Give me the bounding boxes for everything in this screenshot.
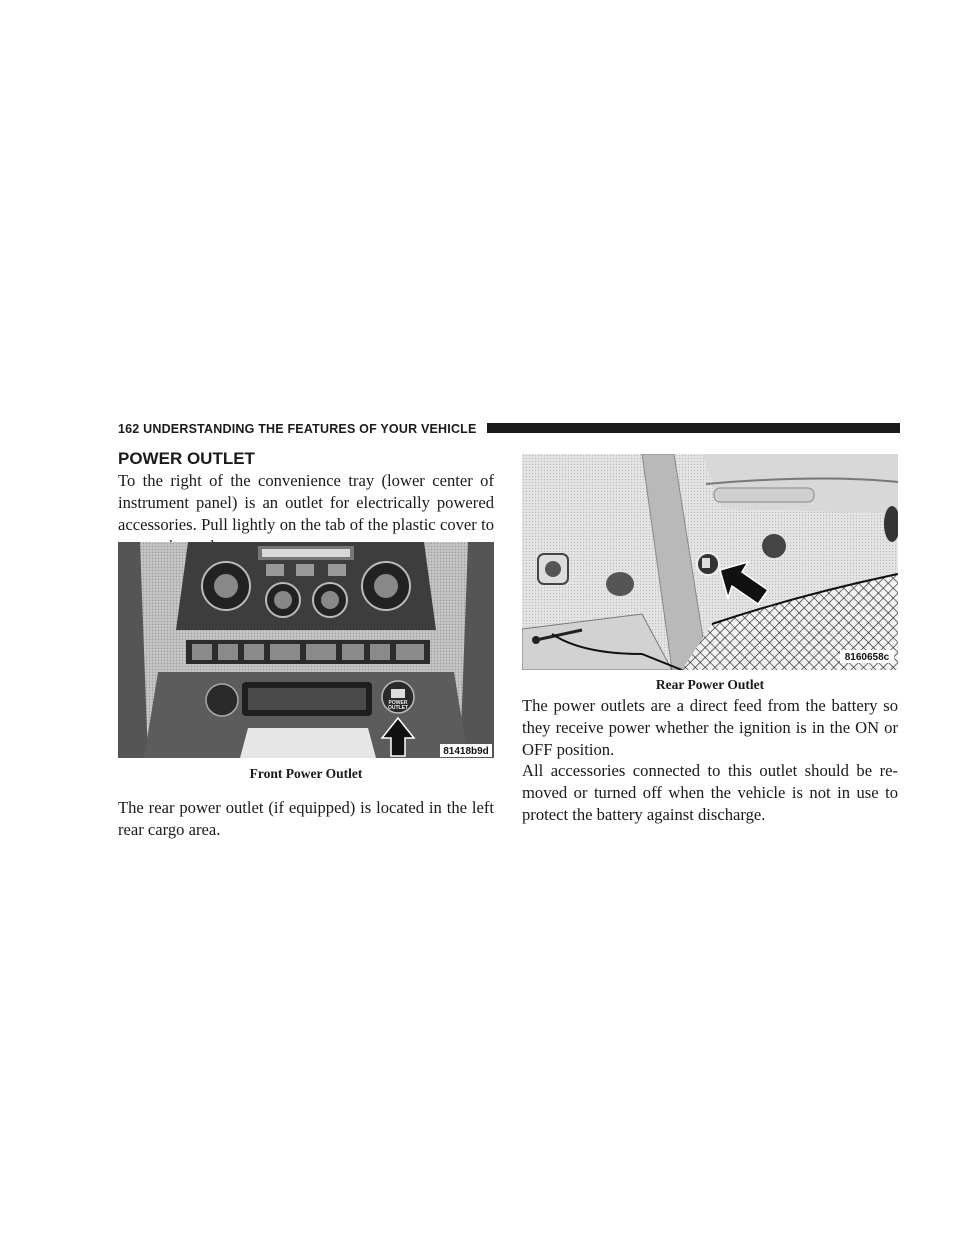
outlet-label-power: POWER bbox=[388, 700, 408, 706]
page-header bbox=[118, 421, 900, 437]
rear-figure-code: 8160658c bbox=[844, 652, 890, 663]
rear-location-paragraph: The rear power outlet (if equipped) is located in the left rear cargo area. bbox=[118, 798, 494, 839]
section-title: POWER OUTLET bbox=[118, 449, 255, 468]
intro-paragraph: To the right of the convenience tray (lower center of instrument panel) is an outlet for electrically powered accessories. Pull lightly on the tab of the plastic cover to bbox=[118, 471, 494, 534]
header-rule bbox=[487, 423, 900, 433]
accessories-paragraph: All accessories connected to this outlet should be re-moved or turned off when the vehicle is not in use to protect the battery against discharge. bbox=[522, 761, 898, 824]
rear-power-outlet-figure bbox=[522, 454, 898, 670]
page-header-label: 162 UNDERSTANDING THE FEATURES OF YOUR VEHICLE bbox=[118, 422, 477, 436]
outlet-label-outlet: OUTLET bbox=[388, 705, 408, 711]
front-power-outlet-figure bbox=[118, 542, 494, 758]
front-figure-code: 81418b9d bbox=[443, 746, 489, 757]
rear-figure-caption: Rear Power Outlet bbox=[655, 677, 765, 692]
front-figure-caption: Front Power Outlet bbox=[249, 766, 363, 781]
direct-feed-paragraph: The power outlets are a direct feed from the battery so they receive power whether the ignition is in the ON or OFF position. bbox=[522, 696, 898, 759]
